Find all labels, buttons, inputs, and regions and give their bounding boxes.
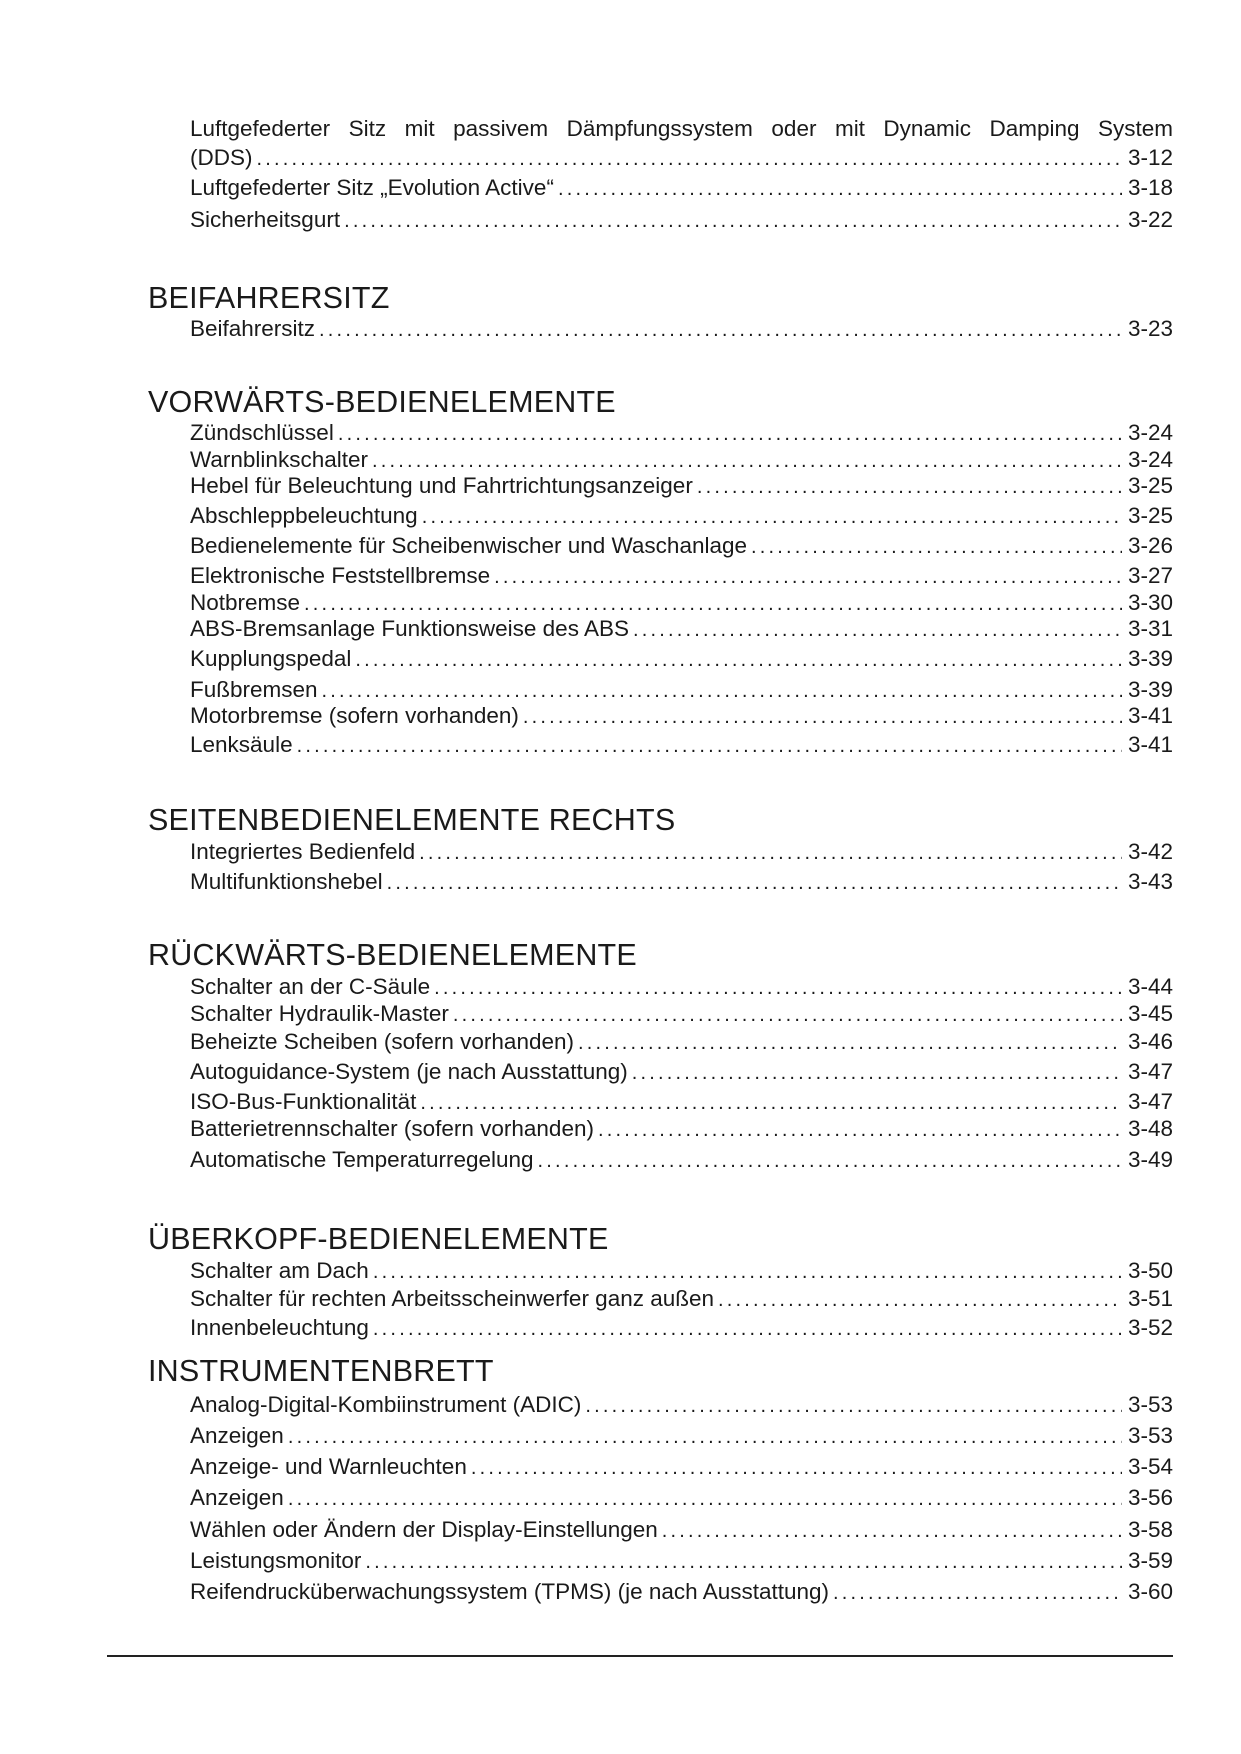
toc-entry-wrapped-title: Luftgefederter Sitz mit passivem Dämpfungssystem oder mit Dynamic Damping System (190, 116, 1173, 141)
toc-page-number: 3-52 (1127, 1315, 1173, 1340)
toc-entry-title: Hebel für Beleuchtung und Fahrtrichtungsanzeiger (190, 473, 693, 498)
toc-page-number: 3-50 (1127, 1258, 1173, 1283)
toc-entry[interactable] (190, 1484, 1173, 1512)
toc-entry-title: Sicherheitsgurt (190, 207, 341, 232)
toc-page-number: 3-30 (1127, 590, 1173, 615)
section-heading: BEIFAHRERSITZ (148, 281, 390, 315)
toc-entry[interactable] (190, 446, 1173, 474)
toc-entry-title: Kupplungspedal (190, 646, 352, 671)
toc-entry-title: Wählen oder Ändern der Display-Einstellungen (190, 1517, 658, 1542)
toc-page-number: 3-41 (1127, 732, 1173, 757)
toc-page-number: 3-18 (1127, 175, 1173, 200)
toc-entry[interactable] (190, 144, 1173, 172)
toc-dot-leader (319, 316, 1122, 344)
toc-entry-title: Schalter an der C-Säule (190, 974, 431, 999)
toc-dot-leader (288, 1485, 1122, 1513)
toc-page-number: 3-60 (1127, 1579, 1173, 1604)
toc-entry[interactable] (190, 1516, 1173, 1544)
toc-entry[interactable] (190, 973, 1173, 1001)
toc-page-number: 3-56 (1127, 1485, 1173, 1510)
toc-entry-title: Batterietrennschalter (sofern vorhanden) (190, 1116, 594, 1141)
toc-dot-leader (598, 1116, 1122, 1144)
toc-entry[interactable] (190, 1257, 1173, 1285)
toc-page-number: 3-53 (1127, 1423, 1173, 1448)
toc-page-number: 3-45 (1127, 1001, 1173, 1026)
toc-page-number: 3-41 (1127, 703, 1173, 728)
toc-dot-leader (373, 1315, 1122, 1343)
toc-dot-leader (297, 732, 1122, 760)
toc-entry[interactable] (190, 1547, 1173, 1575)
toc-dot-leader (419, 839, 1122, 867)
toc-entry[interactable] (190, 562, 1173, 590)
toc-page-number: 3-42 (1127, 839, 1173, 864)
toc-page-number: 3-51 (1127, 1286, 1173, 1311)
toc-entry-title: Notbremse (190, 590, 301, 615)
toc-dot-leader (632, 1059, 1122, 1087)
toc-entry[interactable] (190, 1453, 1173, 1481)
toc-entry-title: Warnblinkschalter (190, 447, 368, 472)
toc-entry-title: Anzeigen (190, 1485, 284, 1510)
toc-dot-leader (718, 1286, 1122, 1314)
toc-entry-title: Elektronische Feststellbremse (190, 563, 491, 588)
toc-entry-title: Fußbremsen (190, 677, 318, 702)
toc-dot-leader (288, 1423, 1122, 1451)
toc-entry[interactable] (190, 1088, 1173, 1116)
toc-entry[interactable] (190, 615, 1173, 643)
toc-entry-title: Schalter Hydraulik-Master (190, 1001, 449, 1026)
toc-entry-title: Reifendrucküberwachungssystem (TPMS) (je nach Ausstattung) (190, 1579, 830, 1604)
toc-dot-leader (434, 974, 1122, 1002)
toc-entry[interactable] (190, 1578, 1173, 1606)
bottom-rule (107, 1655, 1173, 1657)
toc-dot-leader (304, 590, 1122, 618)
toc-page-number: 3-47 (1127, 1059, 1173, 1084)
toc-dot-leader (585, 1392, 1122, 1420)
toc-page-number: 3-44 (1127, 974, 1173, 999)
section-heading: VORWÄRTS-BEDIENELEMENTE (148, 385, 616, 419)
toc-page-number: 3-22 (1127, 207, 1173, 232)
toc-dot-leader (578, 1029, 1122, 1057)
toc-entry-title: Lenksäule (190, 732, 293, 757)
toc-page-number: 3-58 (1127, 1517, 1173, 1542)
toc-page-number: 3-26 (1127, 533, 1173, 558)
toc-entry-title: Beheizte Scheiben (sofern vorhanden) (190, 1029, 574, 1054)
toc-page-number: 3-49 (1127, 1147, 1173, 1172)
toc-entry[interactable] (190, 1115, 1173, 1143)
toc-dot-leader (373, 1258, 1122, 1286)
toc-entry-title: Schalter für rechten Arbeitsscheinwerfer ganz außen (190, 1286, 715, 1311)
toc-entry-title: Leistungsmonitor (190, 1548, 362, 1573)
toc-entry[interactable] (190, 174, 1173, 202)
toc-entry-title: Autoguidance-System (je nach Ausstattung) (190, 1059, 628, 1084)
toc-entry-title: Anzeige- und Warnleuchten (190, 1454, 467, 1479)
toc-page-number: 3-54 (1127, 1454, 1173, 1479)
toc-entry[interactable] (190, 206, 1173, 234)
toc-dot-leader (494, 563, 1122, 591)
toc-dot-leader (355, 646, 1122, 674)
toc-entry[interactable] (190, 1146, 1173, 1174)
toc-dot-leader (833, 1579, 1122, 1607)
toc-dot-leader (633, 616, 1122, 644)
toc-page-number: 3-46 (1127, 1029, 1173, 1054)
toc-entry[interactable] (190, 472, 1173, 500)
section-heading: INSTRUMENTENBRETT (148, 1354, 494, 1388)
toc-entry[interactable] (190, 1314, 1173, 1342)
toc-dot-leader (338, 420, 1122, 448)
toc-entry[interactable] (190, 645, 1173, 673)
toc-page-number: 3-31 (1127, 616, 1173, 641)
toc-entry[interactable] (190, 1391, 1173, 1419)
toc-page-number: 3-24 (1127, 447, 1173, 472)
toc-entry-title: Luftgefederter Sitz „Evolution Active“ (190, 175, 554, 200)
toc-entry-title: Zündschlüssel (190, 420, 334, 445)
toc-dot-leader (344, 207, 1122, 235)
toc-page-number: 3-48 (1127, 1116, 1173, 1141)
toc-entry-title: Analog-Digital-Kombiinstrument (ADIC) (190, 1392, 582, 1417)
toc-entry-title: Motorbremse (sofern vorhanden) (190, 703, 519, 728)
toc-dot-leader (365, 1548, 1122, 1576)
toc-entry[interactable] (190, 502, 1173, 530)
toc-entry[interactable] (190, 532, 1173, 560)
toc-dot-leader (662, 1517, 1122, 1545)
toc-entry-title: Multifunktionshebel (190, 869, 383, 894)
toc-dot-leader (372, 447, 1122, 475)
toc-entry-title: Integriertes Bedienfeld (190, 839, 416, 864)
toc-entry[interactable] (190, 315, 1173, 343)
toc-page-number: 3-27 (1127, 563, 1173, 588)
section-heading: ÜBERKOPF-BEDIENELEMENTE (148, 1222, 609, 1256)
toc-dot-leader (257, 145, 1122, 173)
toc-entry-title: Bedienelemente für Scheibenwischer und Waschanlage (190, 533, 748, 558)
toc-entry[interactable] (190, 1058, 1173, 1086)
toc-entry[interactable] (190, 676, 1173, 704)
toc-page-number: 3-59 (1127, 1548, 1173, 1573)
toc-dot-leader (422, 503, 1122, 531)
toc-dot-leader (322, 677, 1122, 705)
toc-entry[interactable] (190, 1422, 1173, 1450)
toc-dot-leader (697, 473, 1122, 501)
toc-entry[interactable] (190, 1285, 1173, 1313)
toc-page-number: 3-12 (1127, 145, 1173, 170)
toc-entry-title: ISO-Bus-Funktionalität (190, 1089, 417, 1114)
toc-page-number: 3-39 (1127, 646, 1173, 671)
toc-entry[interactable] (190, 838, 1173, 866)
toc-dot-leader (538, 1147, 1122, 1175)
toc-entry[interactable] (190, 1028, 1173, 1056)
toc-entry-title: Automatische Temperaturregelung (190, 1147, 534, 1172)
toc-page-number: 3-39 (1127, 677, 1173, 702)
toc-entry[interactable] (190, 589, 1173, 617)
toc-entry[interactable] (190, 702, 1173, 730)
toc-entry-title: Schalter am Dach (190, 1258, 369, 1283)
toc-page-number: 3-53 (1127, 1392, 1173, 1417)
toc-page-number: 3-47 (1127, 1089, 1173, 1114)
toc-dot-leader (558, 175, 1122, 203)
toc-entry-title: Innenbeleuchtung (190, 1315, 369, 1340)
toc-page-number: 3-25 (1127, 473, 1173, 498)
toc-dot-leader (523, 703, 1122, 731)
toc-page-number: 3-24 (1127, 420, 1173, 445)
section-heading: RÜCKWÄRTS-BEDIENELEMENTE (148, 938, 637, 972)
toc-entry[interactable] (190, 731, 1173, 759)
toc-dot-leader (420, 1089, 1122, 1117)
toc-entry-title: Abschleppbeleuchtung (190, 503, 418, 528)
toc-page-number: 3-43 (1127, 869, 1173, 894)
toc-dot-leader (471, 1454, 1122, 1482)
toc-entry-title: ABS-Bremsanlage Funktionsweise des ABS (190, 616, 629, 641)
toc-entry-title: Anzeigen (190, 1423, 284, 1448)
toc-entry-title: Beifahrersitz (190, 316, 316, 341)
toc-entry-title: (DDS) (190, 145, 253, 170)
section-heading: SEITENBEDIENELEMENTE RECHTS (148, 803, 676, 837)
toc-dot-leader (387, 869, 1122, 897)
toc-entry[interactable] (190, 1000, 1173, 1028)
toc-page-number: 3-23 (1127, 316, 1173, 341)
toc-dot-leader (751, 533, 1122, 561)
toc-entry[interactable] (190, 419, 1173, 447)
toc-dot-leader (453, 1001, 1122, 1029)
toc-page-number: 3-25 (1127, 503, 1173, 528)
toc-entry[interactable] (190, 868, 1173, 896)
